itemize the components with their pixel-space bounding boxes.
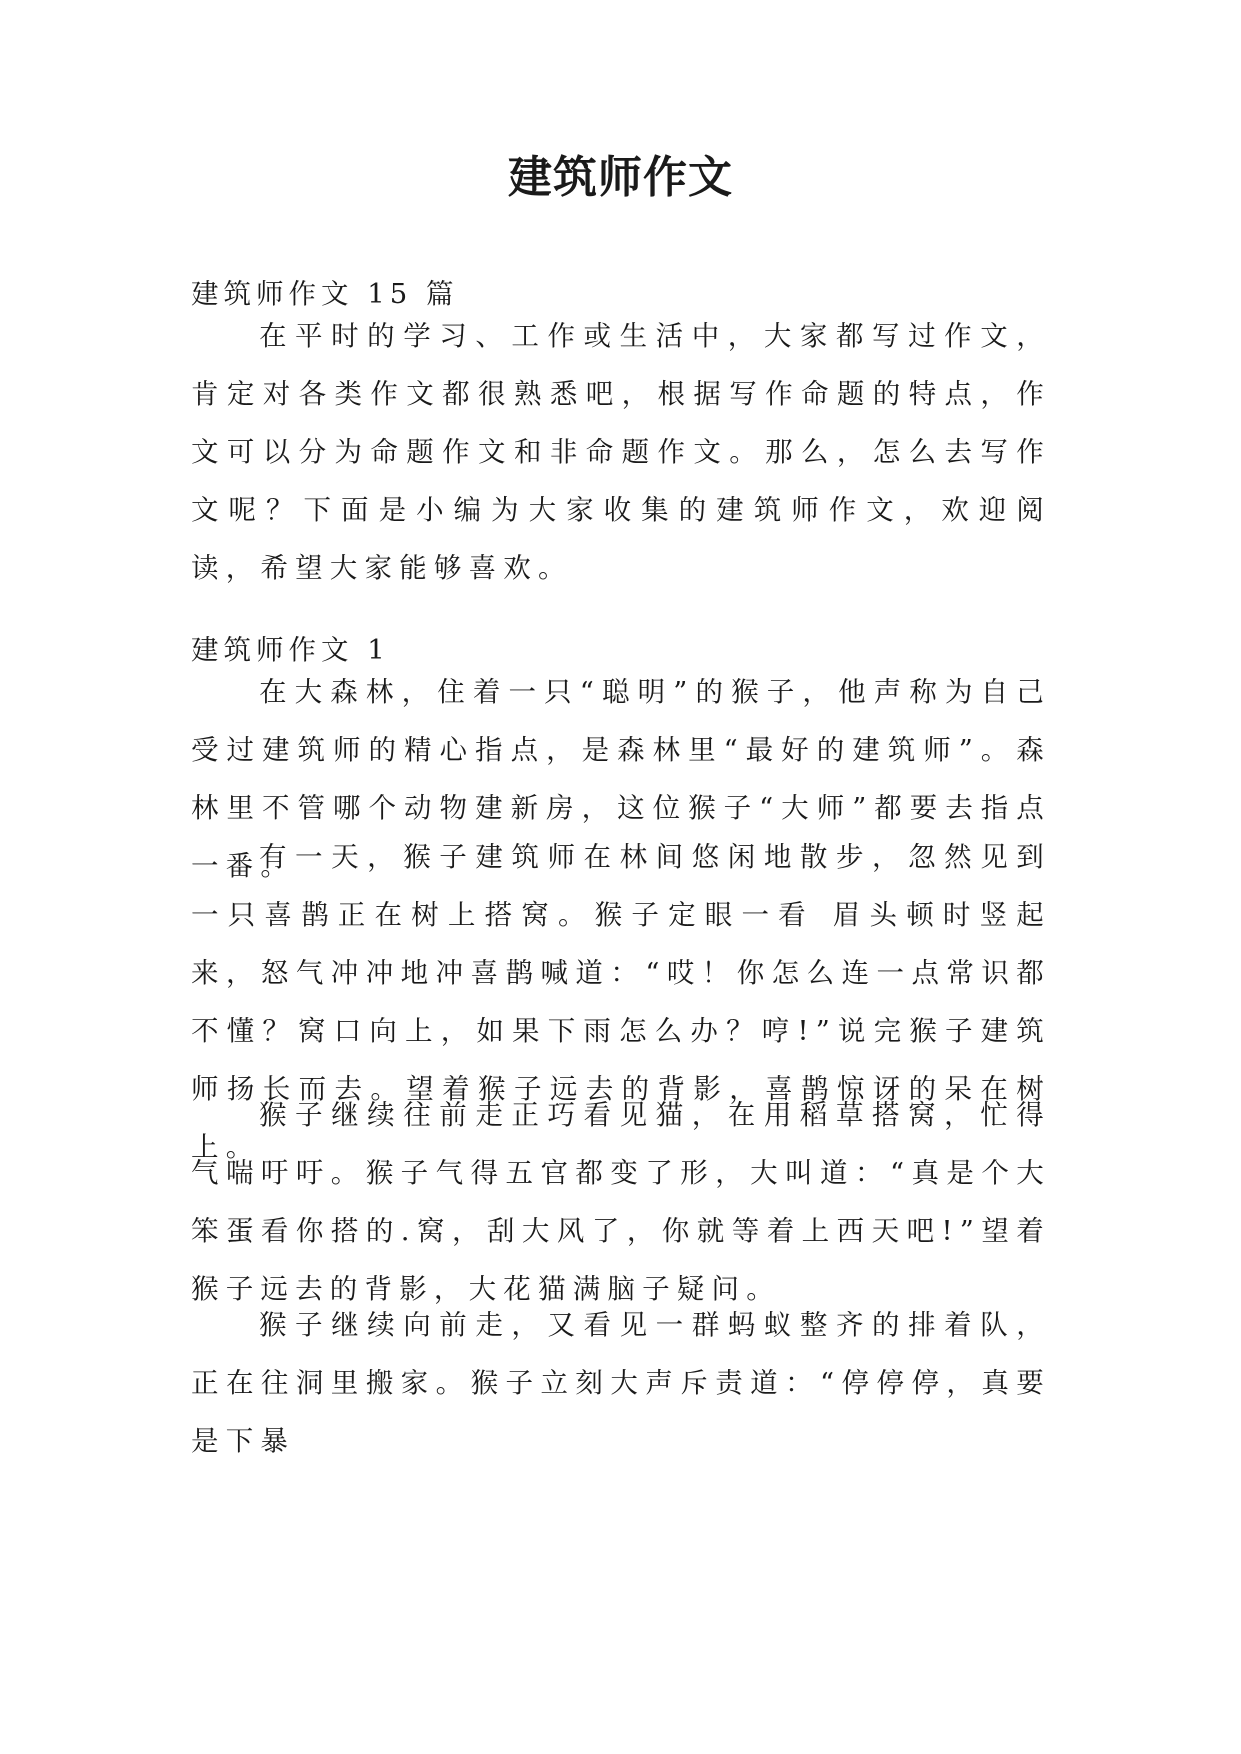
story-paragraph-1: 在大森林，住着一只“聪明”的猴子，他声称为自己受过建筑师的精心指点，是森林里“最好的建筑师”。森林里不管哪个动物建新房，这位猴子“大师”都要去指点一番。 [191, 676, 1051, 882]
story-paragraph-4: 猴子继续向前走，又看见一群蚂蚁整齐的排着队，正在往洞里搬家。猴子立刻大声斥责道：“停停停，真要是下暴 [191, 1309, 1051, 1457]
section-heading: 建筑师作文 1 [191, 634, 390, 666]
story-paragraph-3: 猴子继续往前走正巧看见猫，在用稻草搭窝，忙得气喘吁吁。猴子气得五官都变了形，大叫道：“真是个大笨蛋看你搭的.窝，刮大风了，你就等着上西天吧!”望着猴子远去的背影，大花猫满脑子疑问。 [191, 1099, 1051, 1305]
story-paragraph-2: 有一天，猴子建筑师在林间悠闲地散步，忽然见到一只喜鹊正在树上搭窝。猴子定眼一看 眉头顿时竖起来，怒气冲冲地冲喜鹊喊道：“哎！你怎么连一点常识都不懂？窝口向上，如果下雨怎么办？哼!”说完猴子建筑师扬长而去。望着猴子远去的背影，喜鹊惊讶的呆在树上。 [191, 841, 1051, 1163]
document-title: 建筑师作文 [508, 152, 733, 203]
collection-subtitle: 建筑师作文 15 篇 [191, 278, 459, 310]
intro-paragraph: 在平时的学习、工作或生活中，大家都写过作文，肯定对各类作文都很熟悉吧，根据写作命题的特点，作文可以分为命题作文和非命题作文。那么，怎么去写作文呢？下面是小编为大家收集的建筑师作文，欢迎阅读，希望大家能够喜欢。 [191, 320, 1051, 584]
